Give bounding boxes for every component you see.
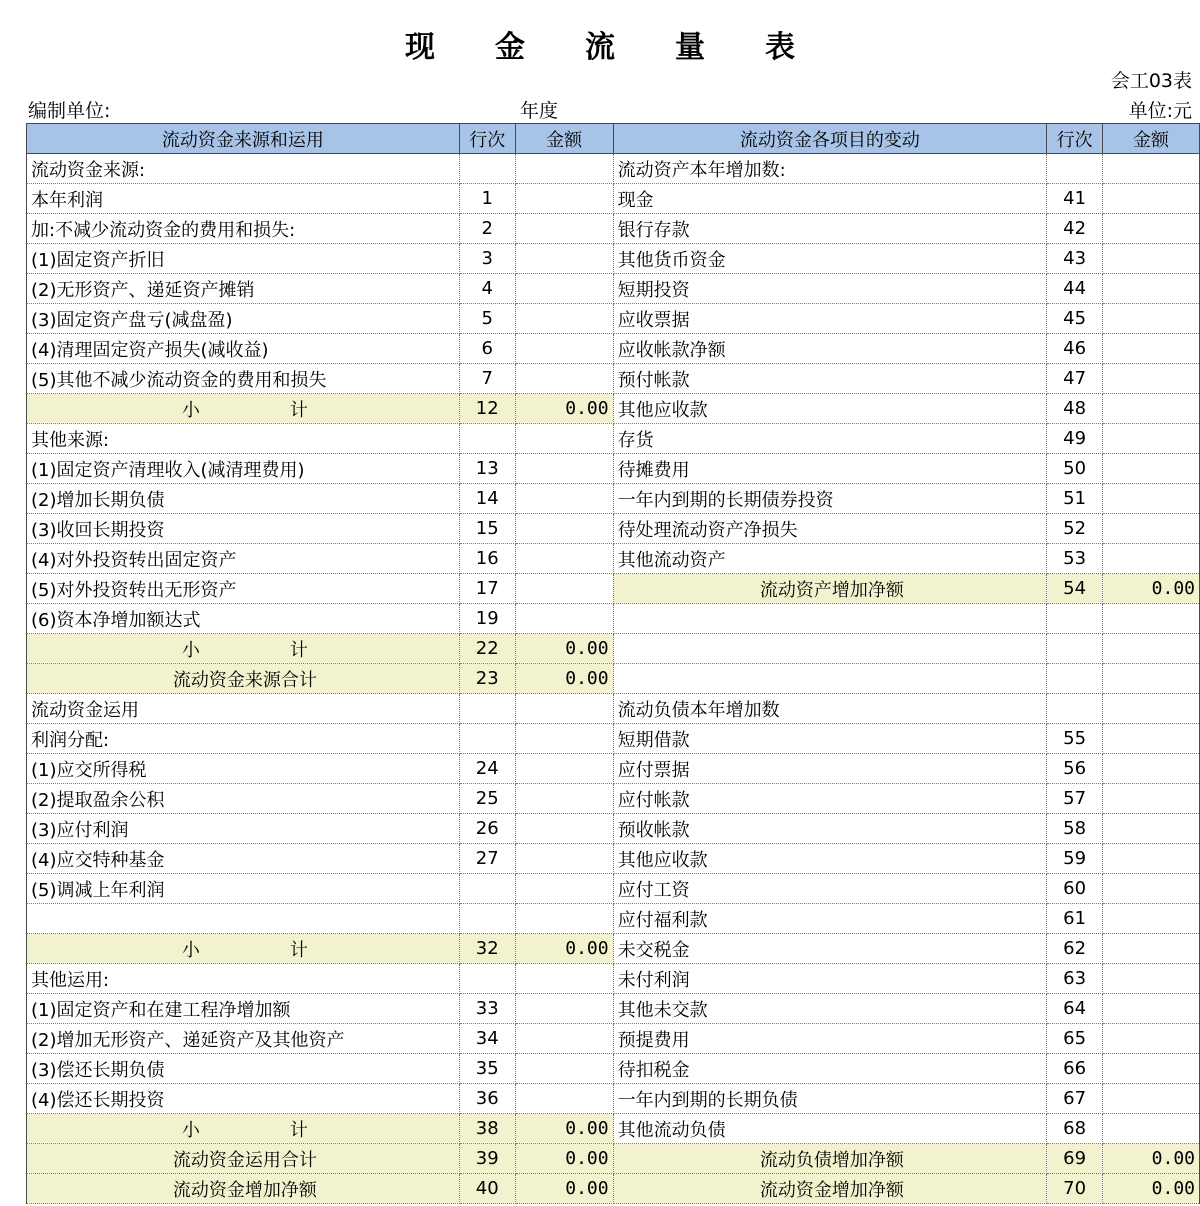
right-amount-cell[interactable] [1103, 214, 1200, 244]
right-amount-cell[interactable] [1103, 694, 1200, 724]
left-row-number: 2 [459, 214, 515, 244]
right-amount-cell[interactable] [1103, 1054, 1200, 1084]
right-row-number: 62 [1047, 934, 1103, 964]
right-amount-cell[interactable] [1103, 814, 1200, 844]
right-amount-cell[interactable] [1103, 514, 1200, 544]
right-amount-cell[interactable] [1103, 544, 1200, 574]
left-item-label: 利润分配: [27, 724, 460, 754]
left-amount-cell[interactable] [515, 574, 613, 604]
left-amount-cell[interactable]: 0.00 [515, 394, 613, 424]
left-row-number: 13 [459, 454, 515, 484]
left-item-label [27, 904, 460, 934]
table-row [27, 574, 1200, 604]
left-row-number: 6 [459, 334, 515, 364]
table-row [27, 1144, 1200, 1174]
left-item-label: (5)其他不减少流动资金的费用和损失 [27, 364, 460, 394]
left-row-number: 23 [459, 664, 515, 694]
left-item-label: (3)偿还长期负债 [27, 1054, 460, 1084]
left-item-label: (1)固定资产和在建工程净增加额 [27, 994, 460, 1024]
right-item-label: 现金 [613, 184, 1047, 214]
left-amount-cell[interactable]: 0.00 [515, 634, 613, 664]
left-item-label: (2)增加无形资产、递延资产及其他资产 [27, 1024, 460, 1054]
table-row [27, 184, 1200, 214]
left-amount-cell[interactable] [515, 724, 613, 754]
report-meta [28, 96, 1192, 122]
right-row-number [1047, 604, 1103, 634]
left-item-label: 小 计 [27, 934, 460, 964]
right-item-label: 流动资产本年增加数: [613, 154, 1047, 184]
right-item-label: 其他流动资产 [613, 544, 1047, 574]
right-row-number [1047, 154, 1103, 184]
left-row-number: 16 [459, 544, 515, 574]
left-amount-cell[interactable] [515, 274, 613, 304]
left-item-label: 流动资金运用合计 [27, 1144, 460, 1174]
right-row-number: 65 [1047, 1024, 1103, 1054]
left-row-number: 26 [459, 814, 515, 844]
right-row-number: 56 [1047, 754, 1103, 784]
left-amount-cell[interactable] [515, 964, 613, 994]
right-amount-cell[interactable] [1103, 784, 1200, 814]
left-row-number: 5 [459, 304, 515, 334]
left-item-label: 小 计 [27, 1114, 460, 1144]
table-row [27, 874, 1200, 904]
header-row [27, 124, 1200, 154]
left-item-label: 流动资金来源: [27, 154, 460, 184]
right-item-label: 应付票据 [613, 754, 1047, 784]
left-row-number: 27 [459, 844, 515, 874]
right-item-label: 流动负债增加净额 [613, 1144, 1047, 1174]
year-label: 年度 [520, 100, 559, 122]
report-title [0, 22, 1200, 72]
left-amount-cell[interactable] [515, 484, 613, 514]
right-row-number: 61 [1047, 904, 1103, 934]
right-amount-cell[interactable] [1103, 724, 1200, 754]
left-amount-cell[interactable] [515, 604, 613, 634]
right-amount-cell[interactable] [1103, 904, 1200, 934]
left-item-label: (5)对外投资转出无形资产 [27, 574, 460, 604]
left-amount-cell[interactable]: 0.00 [515, 1144, 613, 1174]
left-item-label: (3)应付利润 [27, 814, 460, 844]
left-row-number: 35 [459, 1054, 515, 1084]
table-row [27, 1024, 1200, 1054]
table-row [27, 814, 1200, 844]
left-row-number [459, 724, 515, 754]
right-item-label: 其他未交款 [613, 994, 1047, 1024]
right-row-number: 57 [1047, 784, 1103, 814]
table-row [27, 604, 1200, 634]
right-item-label: 短期投资 [613, 274, 1047, 304]
right-item-label: 应收帐款净额 [613, 334, 1047, 364]
left-item-label: (1)固定资产清理收入(减清理费用) [27, 454, 460, 484]
right-row-number: 53 [1047, 544, 1103, 574]
right-row-number: 42 [1047, 214, 1103, 244]
left-item-label: 小 计 [27, 634, 460, 664]
right-amount-cell[interactable] [1103, 334, 1200, 364]
left-row-number: 39 [459, 1144, 515, 1174]
right-item-label: 未付利润 [613, 964, 1047, 994]
left-row-number [459, 154, 515, 184]
header-left-row: 行次 [459, 124, 515, 154]
left-amount-cell[interactable]: 0.00 [515, 1174, 613, 1204]
right-amount-cell[interactable]: 0.00 [1103, 1144, 1200, 1174]
right-row-number [1047, 664, 1103, 694]
left-amount-cell[interactable] [515, 214, 613, 244]
right-row-number: 69 [1047, 1144, 1103, 1174]
left-item-label: (1)固定资产折旧 [27, 244, 460, 274]
left-item-label: (4)偿还长期投资 [27, 1084, 460, 1114]
right-item-label: 银行存款 [613, 214, 1047, 244]
table-row [27, 964, 1200, 994]
left-item-label: 加:不减少流动资金的费用和损失: [27, 214, 460, 244]
right-row-number: 43 [1047, 244, 1103, 274]
left-row-number: 38 [459, 1114, 515, 1144]
left-row-number: 36 [459, 1084, 515, 1114]
right-amount-cell[interactable] [1103, 244, 1200, 274]
right-row-number: 70 [1047, 1174, 1103, 1204]
right-row-number: 47 [1047, 364, 1103, 394]
left-row-number [459, 904, 515, 934]
left-amount-cell[interactable] [515, 424, 613, 454]
title-char: 表 [765, 30, 795, 65]
right-item-label: 应付福利款 [613, 904, 1047, 934]
right-row-number: 46 [1047, 334, 1103, 364]
right-item-label: 预提费用 [613, 1024, 1047, 1054]
left-item-label: 本年利润 [27, 184, 460, 214]
table-row [27, 694, 1200, 724]
right-amount-cell[interactable] [1103, 874, 1200, 904]
right-item-label [613, 634, 1047, 664]
left-row-number: 22 [459, 634, 515, 664]
right-amount-cell[interactable] [1103, 604, 1200, 634]
left-amount-cell[interactable] [515, 1054, 613, 1084]
left-row-number: 24 [459, 754, 515, 784]
right-amount-cell[interactable] [1103, 934, 1200, 964]
right-item-label: 应付帐款 [613, 784, 1047, 814]
table-row [27, 904, 1200, 934]
left-amount-cell[interactable] [515, 784, 613, 814]
left-item-label: (1)应交所得税 [27, 754, 460, 784]
left-row-number: 1 [459, 184, 515, 214]
right-amount-cell[interactable] [1103, 754, 1200, 784]
table-row [27, 274, 1200, 304]
left-row-number: 12 [459, 394, 515, 424]
left-item-label: (3)收回长期投资 [27, 514, 460, 544]
right-row-number: 52 [1047, 514, 1103, 544]
table-row [27, 154, 1200, 184]
right-amount-cell[interactable] [1103, 364, 1200, 394]
left-item-label: (5)调减上年利润 [27, 874, 460, 904]
left-amount-cell[interactable] [515, 904, 613, 934]
title-char: 金 [495, 30, 525, 65]
title-char: 流 [585, 30, 615, 65]
right-row-number: 54 [1047, 574, 1103, 604]
table-row [27, 724, 1200, 754]
table-row [27, 1084, 1200, 1114]
table-row [27, 664, 1200, 694]
currency-label: 单位:元 [1128, 100, 1192, 122]
right-item-label: 一年内到期的长期负债 [613, 1084, 1047, 1114]
left-amount-cell[interactable]: 0.00 [515, 1114, 613, 1144]
right-item-label: 应收票据 [613, 304, 1047, 334]
right-item-label: 其他应收款 [613, 394, 1047, 424]
left-row-number [459, 694, 515, 724]
left-amount-cell[interactable] [515, 814, 613, 844]
table-row [27, 1174, 1200, 1204]
title-char: 量 [675, 30, 705, 65]
cash-flow-table [26, 123, 1200, 1204]
right-amount-cell[interactable]: 0.00 [1103, 1174, 1200, 1204]
left-amount-cell[interactable] [515, 874, 613, 904]
left-amount-cell[interactable] [515, 244, 613, 274]
left-item-label: (3)固定资产盘亏(减盘盈) [27, 304, 460, 334]
left-item-label: (4)应交特种基金 [27, 844, 460, 874]
table-row [27, 784, 1200, 814]
right-amount-cell[interactable] [1103, 454, 1200, 484]
right-row-number: 44 [1047, 274, 1103, 304]
right-amount-cell[interactable] [1103, 304, 1200, 334]
left-amount-cell[interactable] [515, 544, 613, 574]
left-item-label: (2)提取盈余公积 [27, 784, 460, 814]
right-item-label: 一年内到期的长期债券投资 [613, 484, 1047, 514]
right-row-number: 66 [1047, 1054, 1103, 1084]
right-item-label [613, 604, 1047, 634]
left-item-label: 流动资金运用 [27, 694, 460, 724]
left-amount-cell[interactable] [515, 514, 613, 544]
table-row [27, 634, 1200, 664]
table-row [27, 424, 1200, 454]
right-item-label: 短期借款 [613, 724, 1047, 754]
left-row-number: 40 [459, 1174, 515, 1204]
right-item-label: 待扣税金 [613, 1054, 1047, 1084]
table-row [27, 514, 1200, 544]
right-row-number: 45 [1047, 304, 1103, 334]
header-left-item: 流动资金来源和运用 [27, 124, 460, 154]
table-row [27, 454, 1200, 484]
right-row-number: 51 [1047, 484, 1103, 514]
left-row-number: 25 [459, 784, 515, 814]
table-row [27, 1114, 1200, 1144]
left-amount-cell[interactable] [515, 364, 613, 394]
right-row-number: 59 [1047, 844, 1103, 874]
left-amount-cell[interactable] [515, 184, 613, 214]
right-row-number: 68 [1047, 1114, 1103, 1144]
table-row [27, 934, 1200, 964]
right-row-number: 55 [1047, 724, 1103, 754]
right-amount-cell[interactable] [1103, 964, 1200, 994]
right-item-label: 流动资产增加净额 [613, 574, 1047, 604]
right-amount-cell[interactable] [1103, 424, 1200, 454]
left-amount-cell[interactable] [515, 1024, 613, 1054]
table-row [27, 334, 1200, 364]
header-right-item: 流动资金各项目的变动 [613, 124, 1047, 154]
left-item-label: 流动资金来源合计 [27, 664, 460, 694]
right-item-label: 流动资金增加净额 [613, 1174, 1047, 1204]
left-row-number: 3 [459, 244, 515, 274]
right-item-label: 其他流动负债 [613, 1114, 1047, 1144]
left-amount-cell[interactable] [515, 754, 613, 784]
right-item-label: 存货 [613, 424, 1047, 454]
right-item-label: 流动负债本年增加数 [613, 694, 1047, 724]
right-row-number: 50 [1047, 454, 1103, 484]
left-row-number: 15 [459, 514, 515, 544]
left-item-label: 流动资金增加净额 [27, 1174, 460, 1204]
left-row-number [459, 424, 515, 454]
table-row [27, 244, 1200, 274]
right-row-number: 67 [1047, 1084, 1103, 1114]
left-item-label: (4)对外投资转出固定资产 [27, 544, 460, 574]
table-row [27, 844, 1200, 874]
right-row-number: 60 [1047, 874, 1103, 904]
table-body [27, 154, 1200, 1204]
left-row-number: 33 [459, 994, 515, 1024]
left-amount-cell[interactable] [515, 994, 613, 1024]
title-char: 现 [405, 30, 435, 65]
compiler-label: 编制单位: [28, 100, 111, 122]
right-item-label [613, 664, 1047, 694]
left-row-number [459, 874, 515, 904]
header-left-amount: 金额 [515, 124, 613, 154]
right-amount-cell[interactable] [1103, 634, 1200, 664]
header-right-amount: 金额 [1103, 124, 1200, 154]
right-amount-cell[interactable] [1103, 664, 1200, 694]
table-row [27, 364, 1200, 394]
left-item-label: 其他运用: [27, 964, 460, 994]
left-amount-cell[interactable] [515, 694, 613, 724]
left-row-number: 7 [459, 364, 515, 394]
right-item-label: 待处理流动资产净损失 [613, 514, 1047, 544]
left-row-number: 14 [459, 484, 515, 514]
right-amount-cell[interactable] [1103, 154, 1200, 184]
right-amount-cell[interactable] [1103, 274, 1200, 304]
right-row-number: 63 [1047, 964, 1103, 994]
right-row-number [1047, 634, 1103, 664]
left-row-number: 34 [459, 1024, 515, 1054]
table-row [27, 1054, 1200, 1084]
left-row-number [459, 964, 515, 994]
right-amount-cell[interactable]: 0.00 [1103, 574, 1200, 604]
right-amount-cell[interactable] [1103, 994, 1200, 1024]
left-amount-cell[interactable] [515, 154, 613, 184]
left-item-label: (4)清理固定资产损失(减收益) [27, 334, 460, 364]
left-item-label: (2)无形资产、递延资产摊销 [27, 274, 460, 304]
left-item-label: 其他来源: [27, 424, 460, 454]
left-row-number: 19 [459, 604, 515, 634]
right-item-label: 其他应收款 [613, 844, 1047, 874]
table-row [27, 304, 1200, 334]
right-amount-cell[interactable] [1103, 394, 1200, 424]
right-row-number: 49 [1047, 424, 1103, 454]
left-item-label: (6)资本净增加额达式 [27, 604, 460, 634]
right-amount-cell[interactable] [1103, 184, 1200, 214]
right-item-label: 未交税金 [613, 934, 1047, 964]
header-right-row: 行次 [1047, 124, 1103, 154]
right-item-label: 其他货币资金 [613, 244, 1047, 274]
right-amount-cell[interactable] [1103, 844, 1200, 874]
table-row [27, 394, 1200, 424]
right-row-number: 48 [1047, 394, 1103, 424]
left-amount-cell[interactable]: 0.00 [515, 664, 613, 694]
table-row [27, 544, 1200, 574]
right-row-number [1047, 694, 1103, 724]
table-row [27, 484, 1200, 514]
left-amount-cell[interactable] [515, 454, 613, 484]
left-amount-cell[interactable] [515, 334, 613, 364]
right-row-number: 58 [1047, 814, 1103, 844]
right-amount-cell[interactable] [1103, 1024, 1200, 1054]
table-row [27, 754, 1200, 784]
left-amount-cell[interactable] [515, 1084, 613, 1114]
left-row-number: 17 [459, 574, 515, 604]
left-amount-cell[interactable] [515, 304, 613, 334]
table-row [27, 214, 1200, 244]
left-amount-cell[interactable] [515, 844, 613, 874]
right-item-label: 应付工资 [613, 874, 1047, 904]
right-item-label: 待摊费用 [613, 454, 1047, 484]
right-item-label: 预收帐款 [613, 814, 1047, 844]
left-item-label: 小 计 [27, 394, 460, 424]
right-amount-cell[interactable] [1103, 1114, 1200, 1144]
right-item-label: 预付帐款 [613, 364, 1047, 394]
right-amount-cell[interactable] [1103, 484, 1200, 514]
right-amount-cell[interactable] [1103, 1084, 1200, 1114]
right-row-number: 41 [1047, 184, 1103, 214]
left-row-number: 32 [459, 934, 515, 964]
left-amount-cell[interactable]: 0.00 [515, 934, 613, 964]
table-row [27, 994, 1200, 1024]
form-code: 会工03表 [1110, 70, 1192, 92]
left-row-number: 4 [459, 274, 515, 304]
left-item-label: (2)增加长期负债 [27, 484, 460, 514]
right-row-number: 64 [1047, 994, 1103, 1024]
